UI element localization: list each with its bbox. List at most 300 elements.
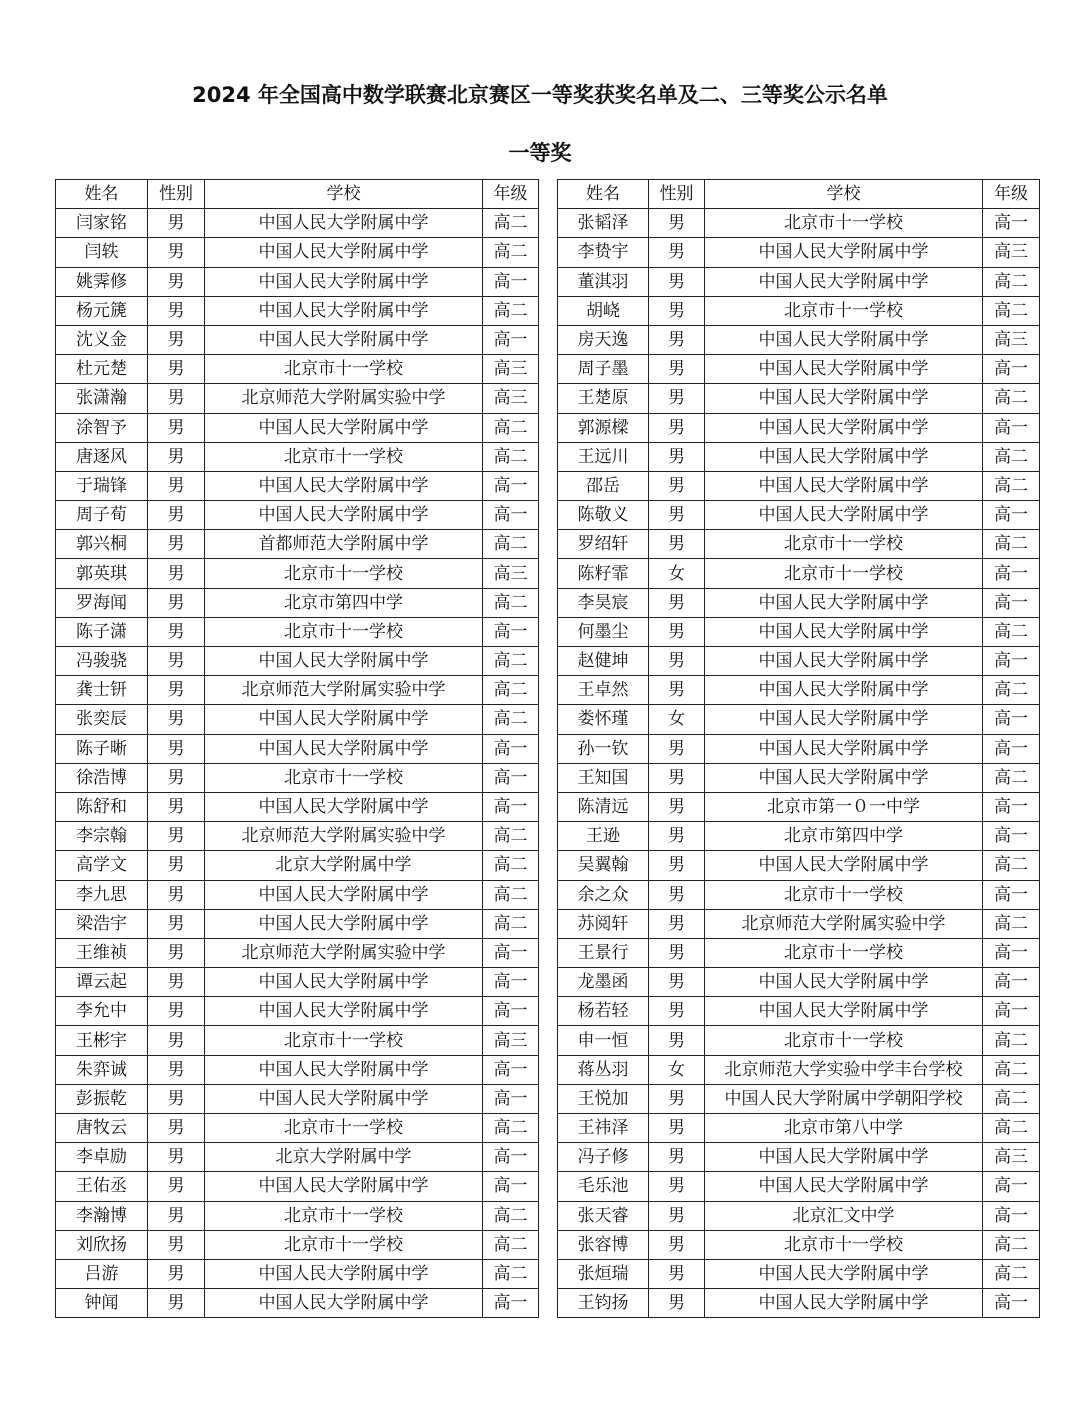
student-grade: 高一 [983,938,1040,967]
student-school: 北京市十一学校 [205,559,483,588]
student-gender: 男 [649,1143,705,1172]
student-grade: 高一 [983,997,1040,1026]
table-row [56,1026,539,1055]
student-gender: 男 [649,267,705,296]
student-school: 北京市十一学校 [705,209,983,238]
student-school: 北京市第八中学 [705,1114,983,1143]
table-row [56,938,539,967]
student-grade: 高一 [483,734,539,763]
student-name: 杨元篪 [56,296,148,325]
table-row [56,1201,539,1230]
table-row [558,938,1040,967]
student-school: 中国人民大学附属中学 [205,209,483,238]
student-school: 北京市十一学校 [205,617,483,646]
student-grade: 高二 [483,442,539,471]
student-school: 中国人民大学附属中学 [705,851,983,880]
table-row [56,530,539,559]
student-name: 王知国 [558,763,649,792]
student-school: 中国人民大学附属中学 [205,1084,483,1113]
table-row [56,1172,539,1201]
student-gender: 男 [649,1230,705,1259]
student-gender: 男 [148,442,205,471]
student-gender: 男 [649,384,705,413]
student-name: 王景行 [558,938,649,967]
table-row [558,763,1040,792]
student-school: 中国人民大学附属中学 [205,734,483,763]
table-row [56,880,539,909]
student-gender: 男 [148,1026,205,1055]
student-gender: 男 [148,1230,205,1259]
student-grade: 高一 [483,1289,539,1318]
student-name: 胡峣 [558,296,649,325]
student-name: 郭兴桐 [56,530,148,559]
student-gender: 男 [148,909,205,938]
student-school: 北京市十一学校 [205,1026,483,1055]
student-gender: 男 [649,997,705,1026]
student-gender: 男 [148,792,205,821]
student-school: 中国人民大学附属中学 [705,238,983,267]
student-name: 苏阅轩 [558,909,649,938]
table-row [56,1289,539,1318]
student-name: 李昊宸 [558,588,649,617]
student-grade: 高一 [483,968,539,997]
student-gender: 男 [649,617,705,646]
student-grade: 高一 [483,1055,539,1084]
student-name: 陈籽霏 [558,559,649,588]
table-row [558,909,1040,938]
student-name: 沈义金 [56,325,148,354]
student-school: 中国人民大学附属中学 [205,267,483,296]
student-gender: 男 [649,1084,705,1113]
table-row [56,763,539,792]
table-row [558,501,1040,530]
student-grade: 高一 [483,763,539,792]
student-school: 中国人民大学附属中学 [205,647,483,676]
student-gender: 男 [649,209,705,238]
student-grade: 高二 [983,296,1040,325]
student-name: 赵健坤 [558,647,649,676]
student-school: 中国人民大学附属中学 [705,355,983,384]
student-name: 王远川 [558,442,649,471]
student-name: 谭云起 [56,968,148,997]
table-row [56,238,539,267]
student-name: 王逊 [558,822,649,851]
table-row [558,1055,1040,1084]
table-row [56,501,539,530]
award-table-right [557,179,1040,1318]
student-name: 杨若轻 [558,997,649,1026]
student-school: 中国人民大学附属中学 [705,1289,983,1318]
student-school: 北京市第四中学 [205,588,483,617]
table-row [56,822,539,851]
student-school: 中国人民大学附属中学 [205,296,483,325]
student-name: 冯骏骁 [56,647,148,676]
student-gender: 男 [649,1026,705,1055]
student-school: 北京市十一学校 [705,1026,983,1055]
student-name: 王彬宇 [56,1026,148,1055]
student-gender: 男 [649,822,705,851]
student-school: 北京师范大学附属实验中学 [205,676,483,705]
student-grade: 高二 [983,1055,1040,1084]
student-school: 中国人民大学附属中学 [205,880,483,909]
student-name: 罗绍轩 [558,530,649,559]
student-grade: 高一 [983,734,1040,763]
student-name: 王楚原 [558,384,649,413]
student-gender: 男 [148,734,205,763]
student-school: 北京市十一学校 [205,1230,483,1259]
student-school: 中国人民大学附属中学 [205,1055,483,1084]
student-school: 中国人民大学附属中学 [705,588,983,617]
student-grade: 高二 [483,588,539,617]
student-grade: 高一 [483,471,539,500]
student-name: 姚霁修 [56,267,148,296]
student-name: 李九思 [56,880,148,909]
student-grade: 高一 [983,559,1040,588]
student-name: 龚士钘 [56,676,148,705]
student-name: 蒋丛羽 [558,1055,649,1084]
table-row [56,325,539,354]
student-name: 唐牧云 [56,1114,148,1143]
student-name: 徐浩博 [56,763,148,792]
student-school: 北京市十一学校 [705,296,983,325]
student-grade: 高二 [483,909,539,938]
student-school: 中国人民大学附属中学 [705,384,983,413]
student-grade: 高二 [483,1230,539,1259]
student-school: 中国人民大学附属中学 [205,501,483,530]
student-name: 孙一钦 [558,734,649,763]
student-gender: 男 [649,588,705,617]
student-gender: 男 [649,296,705,325]
student-name: 李卓励 [56,1143,148,1172]
student-grade: 高一 [983,968,1040,997]
student-school: 中国人民大学附属中学 [705,501,983,530]
table-row [56,968,539,997]
student-school: 北京市第四中学 [705,822,983,851]
student-school: 中国人民大学附属中学 [705,1143,983,1172]
table-row [558,238,1040,267]
student-grade: 高二 [483,296,539,325]
student-name: 申一恒 [558,1026,649,1055]
student-gender: 男 [148,705,205,734]
student-gender: 男 [148,851,205,880]
table-row [56,267,539,296]
student-name: 陈子潇 [56,617,148,646]
student-grade: 高二 [483,530,539,559]
table-row [558,1026,1040,1055]
table-row [558,792,1040,821]
student-name: 高学文 [56,851,148,880]
student-school: 北京师范大学附属实验中学 [705,909,983,938]
student-name: 吴翼翰 [558,851,649,880]
student-grade: 高一 [983,1201,1040,1230]
student-gender: 男 [148,1114,205,1143]
student-school: 北京市十一学校 [705,1230,983,1259]
student-grade: 高一 [983,413,1040,442]
student-grade: 高一 [983,647,1040,676]
student-grade: 高一 [483,267,539,296]
table-row [558,442,1040,471]
student-school: 北京师范大学附属实验中学 [205,938,483,967]
student-gender: 男 [148,1172,205,1201]
student-gender: 男 [649,413,705,442]
student-gender: 男 [649,647,705,676]
student-grade: 高二 [983,384,1040,413]
student-name: 朱弈诚 [56,1055,148,1084]
table-row [558,647,1040,676]
student-name: 张奕辰 [56,705,148,734]
student-gender: 男 [649,471,705,500]
student-grade: 高三 [483,559,539,588]
student-name: 张韬泽 [558,209,649,238]
header-name: 姓名 [56,180,148,209]
student-gender: 女 [649,1055,705,1084]
student-gender: 男 [649,968,705,997]
student-name: 闫家铭 [56,209,148,238]
student-gender: 男 [649,1289,705,1318]
student-gender: 男 [649,734,705,763]
student-grade: 高三 [483,1026,539,1055]
table-row [56,442,539,471]
student-gender: 男 [148,997,205,1026]
student-school: 北京市十一学校 [205,355,483,384]
student-gender: 男 [649,1114,705,1143]
student-name: 何墨尘 [558,617,649,646]
student-school: 北京大学附属中学 [205,851,483,880]
student-name: 陈敬义 [558,501,649,530]
student-grade: 高一 [983,355,1040,384]
student-name: 余之众 [558,880,649,909]
student-school: 北京市十一学校 [205,1114,483,1143]
student-grade: 高一 [483,1172,539,1201]
student-gender: 男 [649,1201,705,1230]
student-school: 北京市十一学校 [705,559,983,588]
student-gender: 男 [148,647,205,676]
student-gender: 男 [148,676,205,705]
table-row [558,1230,1040,1259]
student-gender: 男 [148,617,205,646]
table-row [56,209,539,238]
student-gender: 男 [148,325,205,354]
student-school: 中国人民大学附属中学 [705,1172,983,1201]
student-gender: 男 [649,1259,705,1288]
student-school: 中国人民大学附属中学 [205,968,483,997]
student-gender: 男 [649,442,705,471]
student-grade: 高二 [983,1114,1040,1143]
student-grade: 高二 [483,238,539,267]
section-title: 一等奖 [508,141,572,165]
table-row [558,559,1040,588]
student-gender: 男 [649,880,705,909]
table-row [56,413,539,442]
student-gender: 女 [649,559,705,588]
table-row [558,413,1040,442]
student-grade: 高二 [983,851,1040,880]
table-row [56,734,539,763]
student-name: 彭振乾 [56,1084,148,1113]
table-row [558,325,1040,354]
student-grade: 高一 [983,1172,1040,1201]
student-name: 周子荀 [56,501,148,530]
student-grade: 高二 [483,851,539,880]
student-name: 陈子晰 [56,734,148,763]
table-row [558,1259,1040,1288]
student-grade: 高二 [483,822,539,851]
table-row [558,617,1040,646]
student-school: 中国人民大学附属中学 [205,1259,483,1288]
table-row [56,355,539,384]
student-grade: 高一 [983,822,1040,851]
table-row [558,822,1040,851]
student-school: 北京市十一学校 [205,1201,483,1230]
student-school: 中国人民大学附属中学 [205,471,483,500]
student-gender: 男 [649,1172,705,1201]
student-gender: 男 [148,1201,205,1230]
student-school: 中国人民大学附属中学 [205,238,483,267]
student-gender: 男 [148,1143,205,1172]
table-row [56,792,539,821]
student-gender: 男 [148,413,205,442]
student-school: 中国人民大学附属中学 [205,792,483,821]
table-row [56,1259,539,1288]
student-grade: 高一 [983,792,1040,821]
student-gender: 男 [148,1084,205,1113]
student-gender: 男 [148,209,205,238]
student-gender: 男 [148,968,205,997]
student-school: 中国人民大学附属中学 [705,267,983,296]
student-name: 龙墨函 [558,968,649,997]
table-row [558,588,1040,617]
student-school: 中国人民大学附属中学 [205,325,483,354]
table-header-row [56,180,539,209]
table-row [558,530,1040,559]
student-school: 北京师范大学附属实验中学 [205,384,483,413]
student-name: 梁浩宇 [56,909,148,938]
student-grade: 高二 [983,1230,1040,1259]
student-name: 房天逸 [558,325,649,354]
student-school: 北京市十一学校 [705,530,983,559]
student-grade: 高二 [483,209,539,238]
student-gender: 男 [649,938,705,967]
student-gender: 男 [649,238,705,267]
student-school: 北京大学附属中学 [205,1143,483,1172]
student-school: 中国人民大学附属中学 [705,705,983,734]
student-school: 北京师范大学实验中学丰台学校 [705,1055,983,1084]
student-gender: 男 [148,384,205,413]
student-school: 中国人民大学附属中学 [705,997,983,1026]
student-school: 北京汇文中学 [705,1201,983,1230]
table-row [558,705,1040,734]
student-gender: 男 [649,325,705,354]
student-name: 钟闻 [56,1289,148,1318]
student-school: 中国人民大学附属中学 [205,413,483,442]
student-school: 中国人民大学附属中学 [705,325,983,354]
table-row [56,559,539,588]
student-gender: 男 [649,792,705,821]
table-row [56,588,539,617]
table-row [558,734,1040,763]
student-school: 中国人民大学附属中学 [705,1259,983,1288]
student-grade: 高一 [483,997,539,1026]
student-grade: 高一 [483,617,539,646]
student-name: 李贽宇 [558,238,649,267]
student-gender: 男 [148,296,205,325]
table-row [56,1084,539,1113]
student-school: 北京市十一学校 [705,880,983,909]
student-name: 王佑丞 [56,1172,148,1201]
student-grade: 高一 [483,501,539,530]
table-row [558,1114,1040,1143]
student-grade: 高一 [483,1143,539,1172]
student-grade: 高二 [983,530,1040,559]
student-name: 涂智予 [56,413,148,442]
table-row [558,355,1040,384]
student-name: 张容博 [558,1230,649,1259]
student-school: 中国人民大学附属中学 [705,647,983,676]
header-grade: 年级 [983,180,1040,209]
student-name: 李瀚博 [56,1201,148,1230]
student-name: 王悦加 [558,1084,649,1113]
table-row [56,647,539,676]
student-gender: 男 [148,1259,205,1288]
table-row [558,1289,1040,1318]
student-grade: 高二 [483,413,539,442]
table-row [56,1143,539,1172]
table-row [56,1230,539,1259]
student-school: 北京市十一学校 [705,938,983,967]
table-row [558,267,1040,296]
student-name: 冯子修 [558,1143,649,1172]
page-title: 2024 年全国高中数学联赛北京赛区一等奖获奖名单及二、三等奖公示名单 [192,83,888,107]
student-name: 王钧扬 [558,1289,649,1318]
header-school: 学校 [705,180,983,209]
student-gender: 男 [649,763,705,792]
student-grade: 高一 [983,588,1040,617]
student-name: 于瑞锋 [56,471,148,500]
student-grade: 高二 [983,763,1040,792]
table-row [558,296,1040,325]
table-row [558,1143,1040,1172]
student-name: 罗海闻 [56,588,148,617]
student-grade: 高一 [983,1289,1040,1318]
student-school: 北京市十一学校 [205,763,483,792]
student-grade: 高二 [483,1259,539,1288]
student-name: 刘欣扬 [56,1230,148,1259]
student-gender: 男 [148,880,205,909]
student-grade: 高二 [483,1201,539,1230]
student-grade: 高二 [983,676,1040,705]
student-gender: 男 [148,1289,205,1318]
student-gender: 男 [649,676,705,705]
student-gender: 男 [649,501,705,530]
table-row [56,909,539,938]
student-grade: 高二 [983,267,1040,296]
student-grade: 高二 [483,705,539,734]
table-row [558,880,1040,909]
student-grade: 高一 [483,325,539,354]
student-school: 中国人民大学附属中学 [205,1172,483,1201]
student-gender: 男 [148,238,205,267]
student-gender: 男 [649,909,705,938]
student-name: 娄怀瑾 [558,705,649,734]
table-header-row [558,180,1040,209]
header-gender: 性别 [649,180,705,209]
student-name: 郭源樑 [558,413,649,442]
student-grade: 高二 [983,617,1040,646]
student-gender: 男 [148,355,205,384]
table-row [56,997,539,1026]
student-gender: 女 [649,705,705,734]
student-name: 张烜瑞 [558,1259,649,1288]
